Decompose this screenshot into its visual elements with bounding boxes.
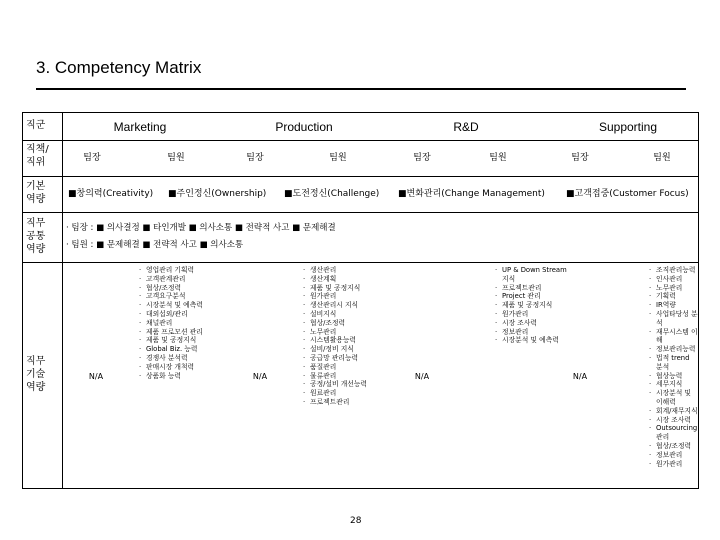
skill-item: · 프로젝트관리: [494, 284, 568, 293]
skill-item: · 물류관리: [302, 372, 382, 381]
skill-item: · 시장분석 및 이해력: [648, 389, 698, 407]
skill-item: · 시장 조사력: [494, 319, 568, 328]
label-tech-line1: 직무: [26, 356, 46, 367]
skill-item: · 영업관리 기획력: [138, 266, 220, 275]
subheader-lead-marketing: 팀장: [83, 153, 101, 163]
core-ownership: ■주인정신(Ownership): [168, 189, 267, 199]
skill-item: · 협상/조정력: [648, 442, 698, 451]
skill-item: · 채널관리: [138, 319, 220, 328]
skill-item: · 판매시장 개척력: [138, 363, 220, 372]
skill-item: · 노무관리: [648, 284, 698, 293]
subheader-member-marketing: 팀원: [167, 153, 185, 163]
label-basic-line1: 기본: [26, 181, 46, 192]
header-rnd: R&D: [453, 120, 479, 134]
row-divider: [22, 262, 699, 263]
skill-item: · 정보관리능력: [648, 345, 698, 354]
skill-item: · Project 관리: [494, 292, 568, 301]
skill-item: · 시장 조사력: [648, 416, 698, 425]
skill-item: · 제품 및 공정지식: [138, 336, 220, 345]
na-marketing: N/A: [88, 372, 104, 381]
skill-item: · Outsourcing 관리: [648, 424, 698, 442]
skill-item: · 원가관리: [302, 292, 382, 301]
na-rnd: N/A: [414, 372, 430, 381]
skill-item: · IR역량: [648, 301, 698, 310]
label-basic-line2: 역량: [26, 194, 46, 205]
subheader-member-supporting: 팀원: [653, 153, 671, 163]
skill-item: · 공급망 관리능력: [302, 354, 382, 363]
core-customer-focus: ■고객접중(Customer Focus): [566, 189, 689, 199]
page-title: 3. Competency Matrix: [36, 58, 202, 77]
skill-item: · 원가관리: [648, 460, 698, 469]
skill-item: · 사업타당성 분석: [648, 310, 698, 328]
skill-item: · 시장분석 및 예측력: [138, 301, 220, 310]
skill-item: · 정보관리: [648, 451, 698, 460]
label-common-line3: 역량: [26, 244, 46, 255]
core-change-management: ■변화관리(Change Management): [398, 189, 545, 199]
skill-item: · 생산관리시 지식: [302, 301, 382, 310]
row-divider: [22, 212, 699, 213]
skill-item: · 인사관리: [648, 275, 698, 284]
title-underline: [36, 88, 686, 90]
common-competency-lead: · 팀장 : ■ 의사결정 ■ 타인개발 ■ 의사소통 ■ 전략적 사고 ■ 문제해결: [66, 223, 336, 233]
core-challenge: ■도전정신(Challenge): [284, 189, 380, 199]
core-creativity: ■창의력(Creativity): [68, 189, 154, 199]
skill-item: · 고객요구분석: [138, 292, 220, 301]
label-common-line1: 직무: [26, 218, 46, 229]
skill-item: · 대외섭외/관리: [138, 310, 220, 319]
skills-list-rnd: [494, 266, 568, 345]
skill-item: · 법적 trend 분석: [648, 354, 698, 372]
label-job-group: 직군: [26, 120, 46, 131]
skill-item: · 세무지식: [648, 380, 698, 389]
column-divider: [62, 112, 63, 489]
skill-item: · 고객관계관리: [138, 275, 220, 284]
skill-item: · 원가관리: [494, 310, 568, 319]
skill-item: · UP & Down Stream 지식: [494, 266, 568, 284]
row-divider: [22, 176, 699, 177]
subheader-lead-supporting: 팀장: [571, 153, 589, 163]
skill-item: · 정보관리: [494, 328, 568, 337]
row-divider: [22, 140, 699, 141]
na-production: N/A: [252, 372, 268, 381]
skill-item: · 설비/정비 지식: [302, 345, 382, 354]
header-supporting: Supporting: [598, 120, 658, 134]
skills-list-supporting: [648, 266, 698, 468]
skill-item: · 생산관리: [302, 266, 382, 275]
skill-item: · 원료관리: [302, 389, 382, 398]
skill-item: · 제품 및 공정지식: [494, 301, 568, 310]
header-marketing: Marketing: [113, 120, 167, 134]
skill-item: · 기획력: [648, 292, 698, 301]
subheader-lead-production: 팀장: [246, 153, 264, 163]
label-tech-line3: 역량: [26, 382, 46, 393]
skills-list-production: [302, 266, 382, 407]
skill-item: · 프로젝트관리: [302, 398, 382, 407]
skill-item: · 시스템활용능력: [302, 336, 382, 345]
skill-item: · 협상능력: [648, 372, 698, 381]
label-rank-line1: 직책/: [26, 144, 49, 155]
skill-item: · 설비지식: [302, 310, 382, 319]
skill-item: · 경쟁사 분석력: [138, 354, 220, 363]
skill-item: · 재무시스템 이해: [648, 328, 698, 346]
label-rank-line2: 직위: [26, 157, 46, 168]
skill-item: · 회계/재무지식: [648, 407, 698, 416]
label-tech-line2: 기술: [26, 369, 46, 380]
skill-item: · 시장분석 및 예측력: [494, 336, 568, 345]
header-production: Production: [275, 120, 333, 134]
skill-item: · 생산계획: [302, 275, 382, 284]
page-number: 28: [350, 516, 362, 526]
skill-item: · 제품 및 공정지식: [302, 284, 382, 293]
subheader-member-rnd: 팀원: [489, 153, 507, 163]
skill-item: · 품질관리: [302, 363, 382, 372]
skill-item: · 공정/설비 개선능력: [302, 380, 382, 389]
skill-item: · Global Biz. 능력: [138, 345, 220, 354]
subheader-lead-rnd: 팀장: [413, 153, 431, 163]
skills-list-marketing: [138, 266, 220, 380]
skill-item: · 상품화 능력: [138, 372, 220, 381]
common-competency-member: · 팀원 : ■ 문제해결 ■ 전략적 사고 ■ 의사소통: [66, 240, 244, 250]
na-supporting: N/A: [572, 372, 588, 381]
skill-item: · 협상/조정력: [302, 319, 382, 328]
skill-item: · 조직관리능력: [648, 266, 698, 275]
skill-item: · 협상/조정력: [138, 284, 220, 293]
skill-item: · 노무관리: [302, 328, 382, 337]
subheader-member-production: 팀원: [329, 153, 347, 163]
skill-item: · 제품 프로모션 관리: [138, 328, 220, 337]
label-common-line2: 공통: [26, 231, 46, 242]
